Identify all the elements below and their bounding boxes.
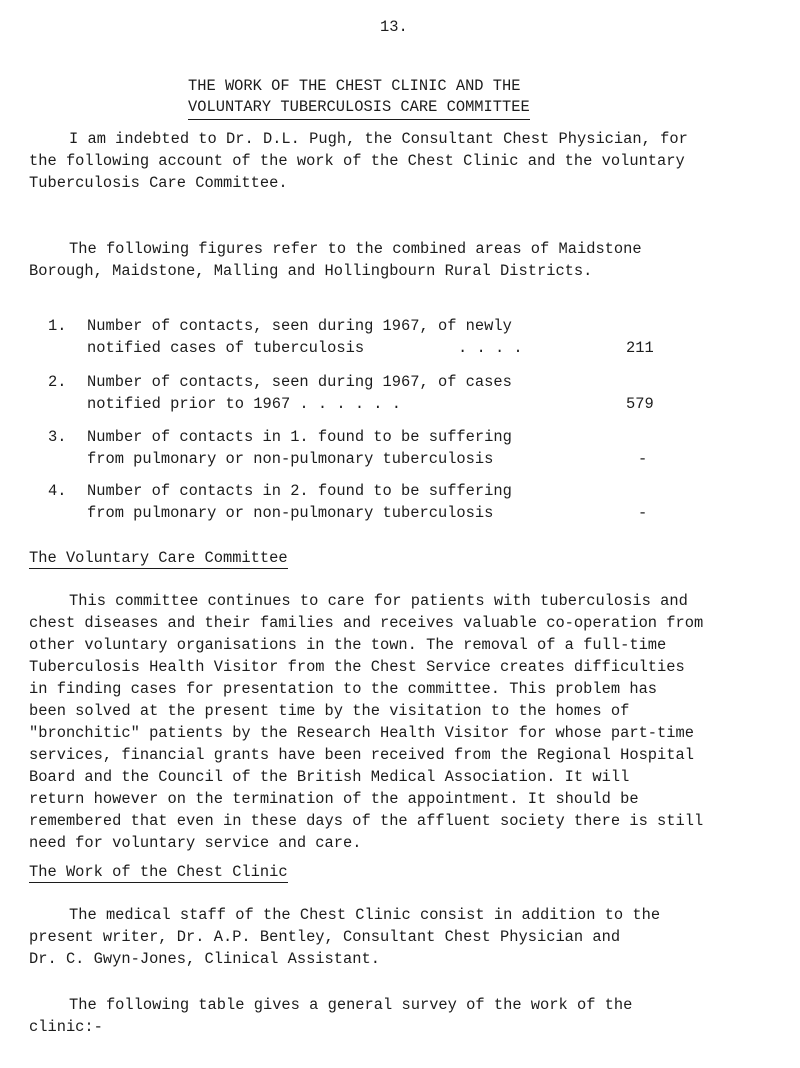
item-value: 579 [626, 395, 654, 413]
voluntary-line: This committee continues to care for patients with tuberculosis and [69, 592, 688, 610]
figures-intro-paragraph [29, 238, 774, 282]
item-line: Number of contacts in 2. found to be suffering [87, 482, 512, 500]
item-line: Number of contacts, seen during 1967, of newly [87, 317, 512, 335]
figure-item-2 [48, 371, 758, 415]
clinic-section-title: The Work of the Chest Clinic [29, 863, 288, 881]
intro-line: I am indebted to Dr. D.L. Pugh, the Consultant Chest Physician, for [69, 130, 688, 148]
voluntary-line: other voluntary organisations in the town. The removal of a full-time [29, 636, 667, 654]
voluntary-line: need for voluntary service and care. [29, 834, 362, 852]
item-leader-dots: . . . . [458, 339, 523, 357]
voluntary-line: remembered that even in these days of the affluent society there is still [29, 812, 704, 830]
title-line-2: VOLUNTARY TUBERCULOSIS CARE COMMITTEE [188, 97, 530, 120]
page-number: 13. [380, 18, 408, 36]
voluntary-line: in finding cases for presentation to the committee. This problem has [29, 680, 658, 698]
figures-intro-line: Borough, Maidstone, Malling and Hollingbourn Rural Districts. [29, 262, 593, 280]
voluntary-line: Tuberculosis Health Visitor from the Chest Service creates difficulties [29, 658, 685, 676]
intro-line: the following account of the work of the Chest Clinic and the voluntary [29, 152, 685, 170]
voluntary-line: services, financial grants have been received from the Regional Hospital [29, 746, 694, 764]
intro-line: Tuberculosis Care Committee. [29, 174, 288, 192]
item-line: from pulmonary or non-pulmonary tuberculosis [87, 504, 494, 522]
item-line: notified prior to 1967 . . . . . . [87, 395, 402, 413]
clinic-staff-line: Dr. C. Gwyn-Jones, Clinical Assistant. [29, 950, 380, 968]
voluntary-line: been solved at the present time by the visitation to the homes of [29, 702, 630, 720]
item-line: from pulmonary or non-pulmonary tuberculosis [87, 450, 494, 468]
clinic-table-line: clinic:- [29, 1018, 103, 1036]
voluntary-line: "bronchitic" patients by the Research Health Visitor for whose part-time [29, 724, 694, 742]
voluntary-section-title: The Voluntary Care Committee [29, 549, 288, 567]
clinic-table-intro-paragraph [29, 994, 774, 1038]
figure-item-3 [48, 426, 758, 470]
figure-item-1 [48, 315, 758, 359]
title-line-1: THE WORK OF THE CHEST CLINIC AND THE [188, 77, 521, 95]
item-line: Number of contacts in 1. found to be suffering [87, 428, 512, 446]
item-value: - [638, 450, 648, 468]
figure-item-4 [48, 480, 758, 524]
clinic-table-line: The following table gives a general survey of the work of the [69, 996, 633, 1014]
clinic-staff-line: The medical staff of the Chest Clinic consist in addition to the [69, 906, 661, 924]
item-number: 2. [48, 373, 67, 391]
page-title [188, 76, 530, 120]
item-number: 1. [48, 317, 67, 335]
item-line: Number of contacts, seen during 1967, of cases [87, 373, 512, 391]
voluntary-line: Board and the Council of the British Medical Association. It will [29, 768, 630, 786]
item-number: 4. [48, 482, 67, 500]
clinic-staff-line: present writer, Dr. A.P. Bentley, Consultant Chest Physician and [29, 928, 621, 946]
voluntary-paragraph [29, 590, 774, 854]
voluntary-line: chest diseases and their families and receives valuable co-operation from [29, 614, 704, 632]
voluntary-line: return however on the termination of the appointment. It should be [29, 790, 639, 808]
clinic-staff-paragraph [29, 904, 774, 970]
intro-paragraph [29, 128, 774, 194]
item-value: - [638, 504, 648, 522]
item-number: 3. [48, 428, 67, 446]
figures-intro-line: The following figures refer to the combined areas of Maidstone [69, 240, 642, 258]
item-line: notified cases of tuberculosis [87, 339, 365, 357]
item-value: 211 [626, 339, 654, 357]
